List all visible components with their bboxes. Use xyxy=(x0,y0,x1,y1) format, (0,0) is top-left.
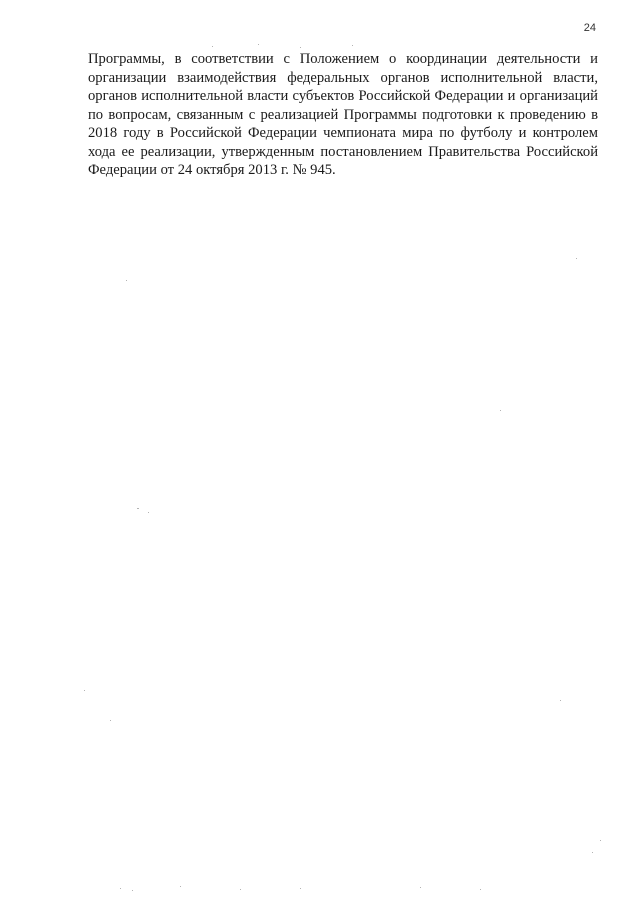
page-number: 24 xyxy=(583,22,596,34)
body-paragraph: Программы, в соответствии с Положением о координации деятельности и организации взаимодействия федеральных органов исполнительной власти, органов исполнительной власти субъектов Российской Федерации и организаций по вопросам, связанным с реализацией Программы подготовки к проведению в 2018 году в Российской Федерации чемпионата мира по футболу и контролем хода ее реализации, утвержденным постановлением Правительства Российской Федерации от 24 октября 2013 г. № 945. xyxy=(88,51,598,178)
